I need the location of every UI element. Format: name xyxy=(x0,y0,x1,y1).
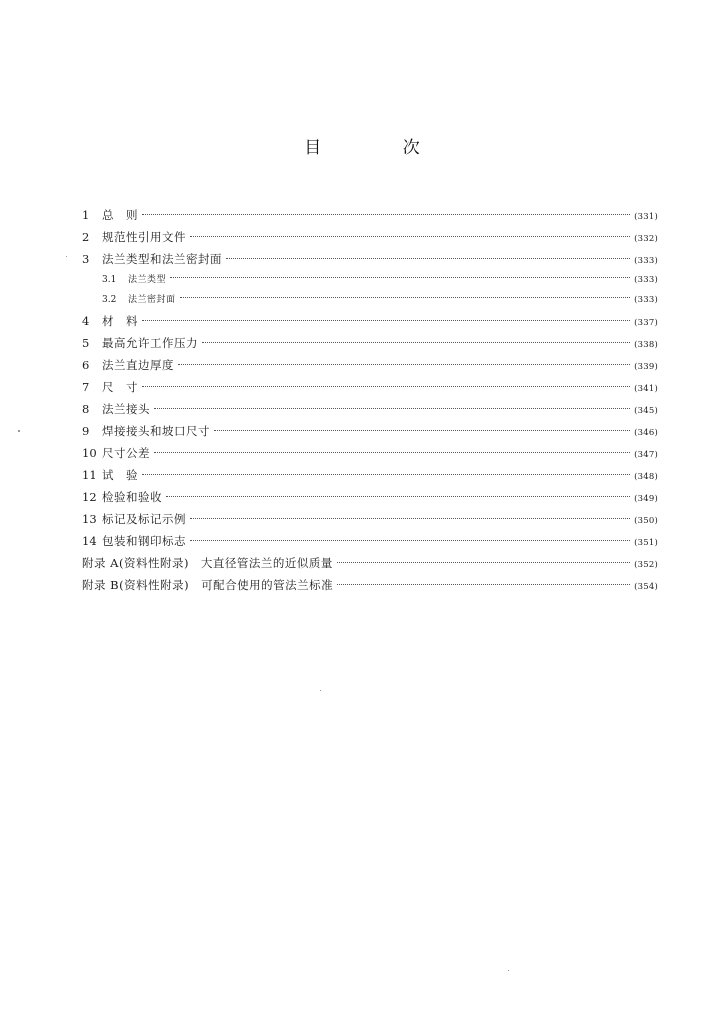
toc-entry-page: (347) xyxy=(634,450,658,460)
toc-entry-number: 9 xyxy=(82,424,90,438)
toc-entry-title: 法兰直边厚度 xyxy=(102,358,174,372)
toc-leader-dots xyxy=(142,214,630,215)
toc-entry-page: (350) xyxy=(634,516,658,526)
toc-leader-dots xyxy=(142,386,630,387)
toc-entry-number: 5 xyxy=(82,336,90,350)
toc-entry-title: 包装和钢印标志 xyxy=(102,534,186,548)
toc-leader-dots xyxy=(154,452,630,453)
toc-entry-title: 最高允许工作压力 xyxy=(102,336,198,350)
toc-entry-title: 法兰接头 xyxy=(102,402,150,416)
toc-leader-dots xyxy=(190,518,630,519)
toc-leader-dots xyxy=(214,430,630,431)
toc-entry xyxy=(82,486,658,508)
toc-leader-dots xyxy=(142,474,630,475)
toc-entry xyxy=(82,310,658,332)
toc-leader-dots xyxy=(166,496,630,497)
toc-entry xyxy=(82,464,658,486)
toc-entry-page: (345) xyxy=(634,406,658,416)
scan-speck xyxy=(18,430,20,432)
toc-subentry xyxy=(82,290,658,310)
toc-entry xyxy=(82,248,658,270)
toc-entry-title: 尺 寸 xyxy=(102,380,138,394)
toc-leader-dots xyxy=(154,408,630,409)
toc-entry xyxy=(82,574,658,596)
toc-entry-page: (337) xyxy=(634,318,658,328)
toc-entry-page: (331) xyxy=(634,212,658,222)
toc-entry-page: (348) xyxy=(634,472,658,482)
toc-entry-title: 法兰类型 xyxy=(128,275,167,285)
toc-entry-number: 2 xyxy=(82,230,90,244)
toc-leader-dots xyxy=(337,562,630,563)
toc-entry-number: 3.2 xyxy=(102,295,117,305)
toc-entry-page: (333) xyxy=(634,275,658,285)
toc-entry-number: 8 xyxy=(82,402,90,416)
toc-entry-page: (352) xyxy=(634,560,658,570)
toc-entry-number: 1 xyxy=(82,208,90,222)
toc-entry-title: 附录 A(资料性附录) 大直径管法兰的近似质量 xyxy=(82,556,333,570)
toc-entry-number: 12 xyxy=(82,490,97,504)
toc-entry-title: 法兰密封面 xyxy=(128,295,176,305)
toc-entry xyxy=(82,420,658,442)
toc-entry-page: (349) xyxy=(634,494,658,504)
toc-leader-dots xyxy=(190,540,630,541)
toc-entry-number: 7 xyxy=(82,380,90,394)
scan-speck xyxy=(66,256,67,257)
toc-leader-dots xyxy=(180,297,631,298)
toc-entry-number: 11 xyxy=(82,468,97,482)
toc-entry-number: 3.1 xyxy=(102,275,117,285)
toc-subentry xyxy=(82,270,658,290)
toc-entry-title: 附录 B(资料性附录) 可配合使用的管法兰标准 xyxy=(82,578,334,592)
toc-entry-title: 规范性引用文件 xyxy=(102,230,186,244)
scan-speck xyxy=(320,690,321,691)
toc-entry-title: 材 料 xyxy=(102,314,138,328)
toc-entry-title: 试 验 xyxy=(102,468,138,482)
toc-entry-page: (333) xyxy=(634,256,658,266)
toc-entry xyxy=(82,552,658,574)
toc-entry xyxy=(82,204,658,226)
toc-entry-title: 检验和验收 xyxy=(102,490,162,504)
toc-entry-number: 4 xyxy=(82,314,90,328)
toc-leader-dots xyxy=(190,236,630,237)
toc-entry-number: 14 xyxy=(82,534,97,548)
toc-entry-page: (338) xyxy=(634,340,658,350)
toc-entry xyxy=(82,332,658,354)
toc-leader-dots xyxy=(142,320,630,321)
toc-entry-number: 13 xyxy=(82,512,97,526)
toc-entry-page: (354) xyxy=(634,582,658,592)
scan-speck xyxy=(508,970,509,971)
toc-entry-number: 10 xyxy=(82,446,97,460)
toc-entry xyxy=(82,354,658,376)
toc-entry-page: (341) xyxy=(634,384,658,394)
toc-entry-title: 尺寸公差 xyxy=(102,446,150,460)
toc-entry xyxy=(82,508,658,530)
toc-leader-dots xyxy=(202,342,630,343)
toc-entry-page: (333) xyxy=(634,295,658,305)
toc-leader-dots xyxy=(226,258,630,259)
toc-entry-page: (332) xyxy=(634,234,658,244)
toc-entry-title: 法兰类型和法兰密封面 xyxy=(102,252,222,266)
toc-entry-number: 3 xyxy=(82,252,90,266)
toc-entry-page: (351) xyxy=(634,538,658,548)
toc-entry-number: 6 xyxy=(82,358,90,372)
toc-entry xyxy=(82,226,658,248)
toc-leader-dots xyxy=(178,364,630,365)
toc-entry xyxy=(82,376,658,398)
toc-entry-page: (339) xyxy=(634,362,658,372)
toc-entry xyxy=(82,530,658,552)
toc-leader-dots xyxy=(337,584,630,585)
toc-entry-title: 焊接接头和坡口尺寸 xyxy=(102,424,210,438)
toc-entry-page: (346) xyxy=(634,428,658,438)
toc-entry-title: 标记及标记示例 xyxy=(102,512,186,526)
toc-entry xyxy=(82,398,658,420)
table-of-contents xyxy=(82,204,658,596)
page-title: 目 次 xyxy=(304,138,458,158)
toc-leader-dots xyxy=(170,277,630,278)
toc-entry-title: 总 则 xyxy=(102,208,138,222)
toc-entry xyxy=(82,442,658,464)
